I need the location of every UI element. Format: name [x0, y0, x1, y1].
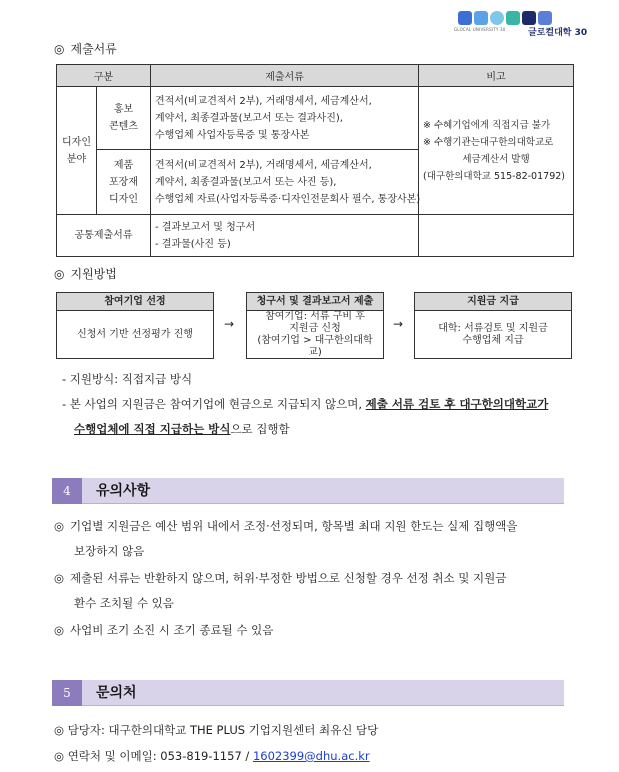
logo-block-3: [490, 11, 504, 25]
documents-table: [56, 64, 574, 257]
flow-step-head: 지원금 지급: [415, 293, 571, 311]
notice-item-text: 기업별 지원금은 예산 범위 내에서 조정·선정되며, 항목별 최대 지원 한도는 실제 집행액을: [70, 519, 518, 533]
contact-phone: ◎ 연락처 및 이메일: 053-819-1157 /: [54, 749, 253, 763]
note-line: (대구한의대학교 515-82-01792): [423, 170, 565, 182]
notice-item-3: [54, 618, 574, 643]
notice-item-continuation: 보장하지 않음: [74, 544, 145, 558]
double-circle-icon: ◎: [54, 267, 65, 281]
email-link[interactable]: 1602399@dhu.ac.kr: [252, 749, 370, 763]
logo-korean-text: 글로컬대학 30: [528, 28, 588, 38]
double-circle-icon: ◎: [54, 571, 65, 585]
table-header-row: [57, 65, 574, 87]
table-row: [57, 215, 574, 257]
logo-block-5: [522, 11, 536, 25]
method-line-1: - 지원방식: 직접지급 방식: [62, 372, 193, 386]
flow-step-head: 참여기업 선정: [57, 293, 213, 311]
notice-item-continuation: 환수 조치될 수 있음: [74, 596, 174, 610]
method-line-3: [74, 416, 290, 442]
method-line-3-text: 으로 집행함: [230, 422, 290, 436]
flow-step-submit: [246, 292, 384, 359]
arrow-right-icon: →: [393, 317, 404, 331]
header-category: 구분: [57, 65, 151, 87]
notice-item-1: [54, 514, 574, 564]
common-docs-label: 공통제출서류: [57, 215, 151, 257]
flow-step-pay: [414, 292, 572, 359]
flow-step-body: 신청서 기반 선정평가 진행: [77, 328, 193, 340]
section-4-title: 유의사항: [96, 483, 151, 499]
design-field-cell: 디자인 분야: [57, 87, 97, 215]
docs-heading: [54, 40, 117, 57]
document-line: - 결과보고서 및 청구서: [155, 221, 256, 233]
header-documents: 제출서류: [151, 65, 419, 87]
contact-line: [54, 748, 370, 764]
docs-heading-text: 제출서류: [70, 42, 117, 56]
flow-step-body: 대학: 서류검토 및 지원금 수행업체 지급: [438, 322, 548, 346]
method-heading-text: 지원방법: [70, 267, 117, 281]
section-5-title: 문의처: [96, 685, 137, 701]
method-heading: [54, 265, 117, 282]
table-row: [57, 87, 574, 150]
documents-cell: [151, 87, 419, 150]
logo-block-2: [474, 11, 488, 25]
subcategory-cell: 제품 포장재 디자인: [97, 150, 151, 215]
double-circle-icon: ◎: [54, 519, 65, 533]
arrow-right-icon: →: [224, 317, 235, 331]
method-line-2: [62, 391, 548, 417]
empty-note-cell: [419, 215, 574, 257]
document-line: 수행업체 자료(사업자등록증·디자인전문회사 필수, 통장사본): [155, 193, 421, 205]
note-line: ※ 수혜기업에게 직접지급 불가: [423, 119, 551, 131]
document-line: 계약서, 최종결과물(보고서 또는 사진 등),: [155, 176, 337, 188]
document-line: 견적서(비교견적서 2부), 거래명세서, 세금계산서,: [155, 95, 372, 107]
subcategory-cell: 홍보 콘텐츠: [97, 87, 151, 150]
flow-step-select: [56, 292, 214, 359]
document-line: 견적서(비교견적서 2부), 거래명세서, 세금계산서,: [155, 159, 372, 171]
notice-item-text: 사업비 조기 소진 시 조기 종료될 수 있음: [70, 623, 274, 637]
section-5-header: [52, 680, 564, 706]
glocal-logo-mark: [458, 10, 552, 26]
logo-block-4: [506, 11, 520, 25]
logo-block-6: [538, 11, 552, 25]
note-line: ※ 수행기관는대구한의대학교로: [423, 136, 554, 148]
glocal-logo: [454, 8, 588, 38]
document-line: - 결과물(사진 등): [155, 238, 231, 250]
header-note: 비고: [419, 65, 574, 87]
double-circle-icon: ◎: [54, 623, 65, 637]
flow-step-head: 청구서 및 결과보고서 제출: [247, 293, 383, 311]
documents-cell: [151, 150, 419, 215]
section-5-number: 5: [52, 680, 82, 706]
method-line-2-emphasis: 제출 서류 검토 후 대구한의대학교가: [365, 397, 549, 411]
notice-item-text: 제출된 서류는 반환하지 않으며, 허위·부정한 방법으로 신청할 경우 선정 취소 및 지원금: [70, 571, 507, 585]
common-docs-cell: [151, 215, 419, 257]
note-line: 세금계산서 발행: [462, 153, 530, 165]
section-4-header: [52, 478, 564, 504]
flow-step-body: 참여기업: 서류 구비 후 지원금 신청 (참여기업 > 대구한의대학교): [257, 310, 373, 358]
section-4-number: 4: [52, 478, 82, 504]
method-line-2-text: - 본 사업의 지원금은 참여기업에 현금으로 지급되지 않으며,: [62, 397, 366, 411]
document-line: 계약서, 최종결과물(보고서 또는 결과사진),: [155, 112, 343, 124]
notice-item-2: [54, 566, 574, 616]
logo-block-1: [458, 11, 472, 25]
double-circle-icon: ◎: [54, 42, 65, 56]
document-line: 수행업체 사업자등록증 및 통장사본: [155, 129, 310, 141]
note-cell: [419, 87, 574, 215]
contact-person: ◎ 담당자: 대구한의대학교 THE PLUS 기업지원센터 최유신 담당: [54, 723, 379, 737]
logo-subtitle: GLOCAL UNIVERSITY 30: [454, 27, 506, 32]
method-line-3-emphasis: 수행업체에 직접 지급하는 방식: [74, 422, 231, 436]
